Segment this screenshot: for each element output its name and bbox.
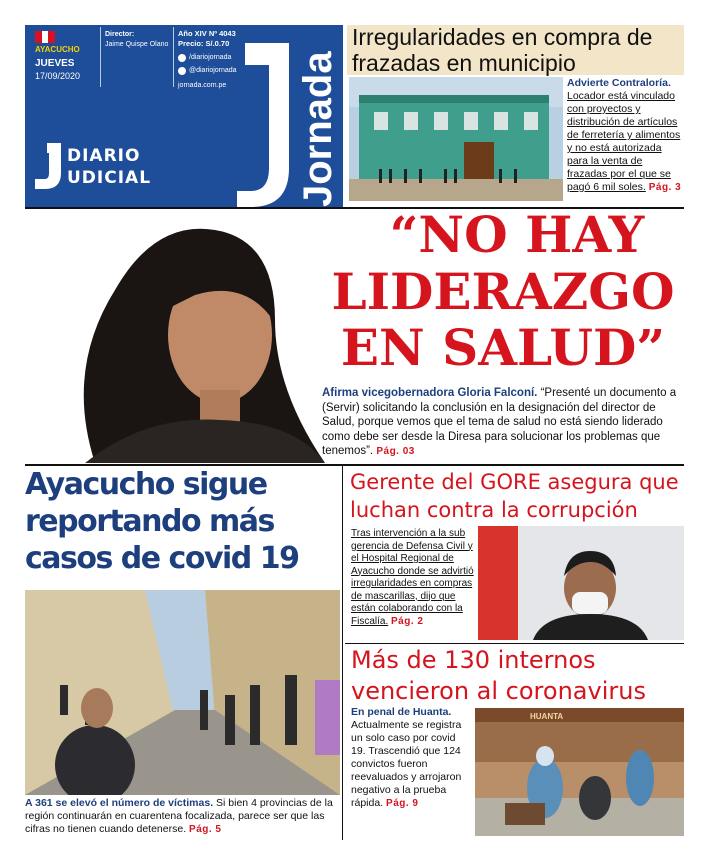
penal-headline: Más de 130 internos vencieron al coronavirus — [351, 646, 646, 705]
director-label: Director: — [105, 31, 135, 38]
top-story-headline: Irregularidades en compra de frazadas en municipio — [352, 24, 653, 76]
judicial-line1: DIARIO — [67, 146, 141, 166]
twitter-handle: @diariojornada — [189, 67, 237, 74]
peru-flag-icon — [35, 30, 55, 42]
top-story-text — [567, 77, 684, 194]
queue-street-photo — [25, 590, 340, 795]
penal-story-text — [351, 706, 471, 810]
director-name: Jaime Quispe Olano — [105, 41, 169, 48]
penal-story-lead: En penal de Huanta. — [351, 706, 452, 718]
rule-vertical — [342, 466, 343, 840]
covid-story-body: Si bien 4 provincias de la región continuarán en cuarentena focalizada, parece ser que las cifras no tienen cuando detenerse. — [25, 797, 333, 835]
main-headline-line2: LIDERAZGO — [331, 262, 675, 321]
issue-number: Año XIV Nº 4043 — [178, 29, 236, 38]
covid-story-lead: A 361 se elevó el número de víctimas. — [25, 797, 214, 809]
penal-story-body: Actualmente se registra un solo caso por covid 19. Trascendió que 124 convictos fueron reevaluados y arrojaron negativo a la prueba rápida. — [351, 719, 462, 809]
top-story-lead: Advierte Contraloría. — [567, 77, 671, 89]
masthead-weekday: JUEVES — [35, 58, 75, 69]
rule-right — [345, 643, 684, 644]
top-story-body: Locador está vinculado con proyectos y distribución de artículos de ferretería y alimentos y no está autorizada para la venta de frazadas por el que se pagó 6 mil soles. — [567, 90, 681, 193]
gore-headline: Gerente del GORE asegura que luchan contra la corrupción — [350, 470, 679, 522]
gore-manager-photo — [478, 526, 684, 640]
main-story-page: Pág. 03 — [376, 446, 415, 457]
masthead — [25, 25, 343, 207]
top-story-page: Pág. 3 — [648, 182, 682, 193]
vicegobernadora-photo — [25, 210, 325, 463]
website: jornada.com.pe — [178, 82, 227, 89]
covid-headline: Ayacucho sigue reportando más casos de covid 19 — [25, 467, 299, 576]
jornada-wordmark: Jornada — [296, 51, 340, 207]
main-story-body: “Presenté un documento a (Servir) solicitando la conclusión en la designación del director de Salud, porque vemos que el tema de salud no está siendo liderado como debe ser desde la Diresa para solucionar los problemas que tenemos”. — [322, 387, 677, 457]
main-story-text — [322, 386, 684, 460]
main-headline-line1: “NO HAY — [389, 205, 645, 264]
issue-price: Precio: S/.0.70 — [178, 39, 230, 48]
gore-story-body: Tras intervención a la sub gerencia de Defensa Civil y el Hospital Regional de Ayacucho donde se advirtió irregularidades en compras de mascarillas, dijo que están colaborando con la Fiscalía. — [351, 528, 474, 627]
facebook-handle: /diariojornada — [189, 54, 232, 61]
diario-judicial-logo — [33, 143, 63, 189]
covid-story-text — [25, 797, 340, 836]
main-headline-line3: EN SALUD” — [340, 318, 666, 377]
penal-testing-photo — [475, 708, 684, 836]
facebook-icon — [178, 54, 186, 62]
covid-story-page: Pág. 5 — [189, 824, 222, 835]
masthead-city: AYACUCHO — [35, 45, 80, 54]
municipal-building-photo — [349, 77, 563, 201]
main-story-lead: Afirma vicegobernadora Gloria Falconí. — [322, 387, 538, 399]
masthead-date: 17/09/2020 — [35, 71, 81, 81]
gore-story-text — [351, 528, 475, 628]
penal-story-page: Pág. 9 — [386, 798, 419, 809]
gore-story-page: Pág. 2 — [391, 615, 424, 627]
penal-sign-text: HUANTA — [530, 712, 564, 721]
jornada-logo-j — [237, 43, 292, 207]
judicial-line2: UDICIAL — [67, 168, 152, 188]
twitter-icon — [178, 67, 186, 75]
